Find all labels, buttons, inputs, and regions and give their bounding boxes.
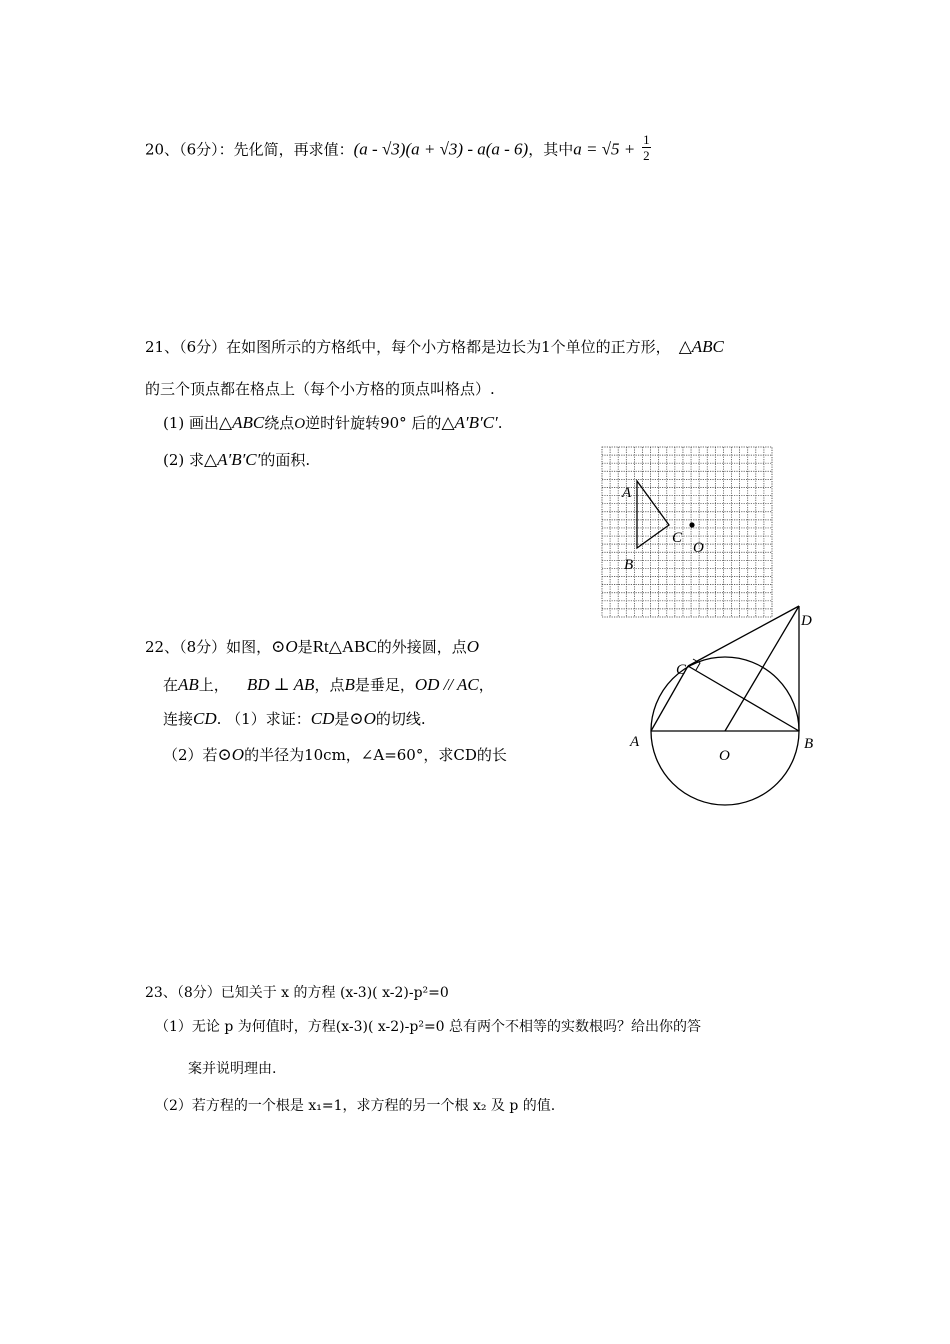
q22-l4-a: （2）若 [163, 746, 218, 764]
q20-mid: ，其中 [528, 140, 574, 159]
q22-l1-b: 是 [297, 638, 313, 656]
q21-p1-b: 绕点 [264, 414, 295, 432]
q22-line1 [145, 637, 479, 657]
q22-l2-parallel: OD // AC [414, 675, 479, 694]
circle-label-d: D [801, 613, 812, 629]
q21-p2-b: 的面积. [260, 451, 311, 469]
q22-l3-cd: CD [193, 709, 217, 728]
q21-p1-triangle: △ABC [219, 413, 265, 432]
q22-l3-c: 是 [334, 710, 350, 728]
q21-line2: 的三个顶点都在格点上（每个小方格的顶点叫格点）. [145, 380, 495, 398]
q22-l2-ab: AB [178, 675, 199, 694]
q22-l3-a: 连接 [163, 710, 194, 728]
circle-label-o: O [719, 748, 730, 764]
q22-line4 [163, 745, 507, 765]
q21-line1 [145, 337, 724, 357]
q21-p1-a: (1) 画出 [163, 414, 220, 432]
grid-label-a: A [622, 485, 632, 501]
circle-label-c: C [676, 662, 687, 678]
q21-part1 [163, 413, 503, 434]
q22-l2-e: ， [478, 676, 494, 694]
q22-l2-c: ，点 [314, 676, 345, 694]
q22-l3-b: . （1）求证： [216, 710, 311, 728]
q22-l1-a: 22、（8分）如图， [145, 638, 272, 656]
q22-line3 [163, 709, 426, 729]
q21-p1-o: O [294, 416, 306, 432]
segment-od [725, 606, 799, 731]
q20-line [145, 132, 651, 163]
grid-label-c: C [672, 530, 683, 546]
q22-l2-point-b: B [344, 675, 355, 694]
grid-figure [600, 445, 780, 625]
q21-line1-math: △ABC [678, 337, 724, 356]
grid-lines [602, 447, 772, 617]
grid-label-b: B [624, 557, 634, 573]
q20-prefix: 20、（6分）：先化简，再求值： [145, 140, 354, 159]
q23-part1-line1: （1）无论 p 为何值时，方程(x-3)( x-2)-p²=0 总有两个不相等的实数根吗？给出你的答 [155, 1019, 702, 1035]
q21-part2 [163, 450, 310, 470]
q22-l2-bd-perp: BD ⊥ AB [246, 675, 315, 694]
q20-frac-den: 2 [643, 148, 650, 163]
grid-label-o: O [693, 540, 704, 556]
q20-expression: (a - √3)(a + √3) - a(a - 6) [353, 139, 529, 159]
q22-l1-o: O [466, 637, 480, 656]
circle-label-a: A [630, 734, 640, 750]
q21-p1-triangle-prime: △A′B′C′ [441, 413, 498, 432]
q22-l1-rt-triangle: Rt△ABC [312, 637, 377, 656]
q22-l4-circle-o: ⊙O [217, 745, 245, 764]
q22-l3-d: 的切线. [375, 710, 426, 728]
q23-part1-line2: 案并说明理由. [188, 1061, 277, 1077]
segment-cd [688, 606, 799, 666]
triangle-abc [637, 481, 669, 548]
q20-fraction [642, 132, 651, 163]
q22-l1-circle-o: ⊙O [271, 637, 298, 656]
circle-figure [625, 600, 825, 810]
q21-p1-c: 逆时针旋转90° 后的 [305, 414, 442, 432]
q20-condition: a = √5 + [573, 139, 636, 159]
q22-line2 [163, 675, 494, 695]
q21-line1-text: 21、（6分）在如图所示的方格纸中，每个小方格都是边长为1个单位的正方形， [145, 338, 671, 356]
q21-p1-d: . [497, 414, 503, 432]
q22-l2-d: 是垂足， [354, 676, 415, 694]
q22-l3-cd2: CD [310, 709, 335, 728]
circle-label-b: B [804, 736, 814, 752]
q22-l4-b: 的半径为10cm，∠A=60°，求CD的长 [244, 746, 507, 764]
q22-l1-c: 的外接圆，点 [376, 638, 467, 656]
q21-p2-triangle-prime: △A′B′C′ [204, 450, 261, 469]
q20-frac-num: 1 [643, 132, 650, 147]
q22-l2-b: 上， [198, 676, 229, 694]
q23-part2: （2）若方程的一个根是 x₁=1，求方程的另一个根 x₂ 及 p 的值. [155, 1098, 556, 1114]
q22-l2-a: 在 [163, 676, 179, 694]
q22-l3-circle-o: ⊙O [349, 709, 376, 728]
q23-line1: 23、（8分）已知关于 x 的方程 (x-3)( x-2)-p²=0 [145, 985, 449, 1001]
q21-p2-a: (2) 求 [163, 451, 205, 469]
point-o [689, 522, 694, 527]
